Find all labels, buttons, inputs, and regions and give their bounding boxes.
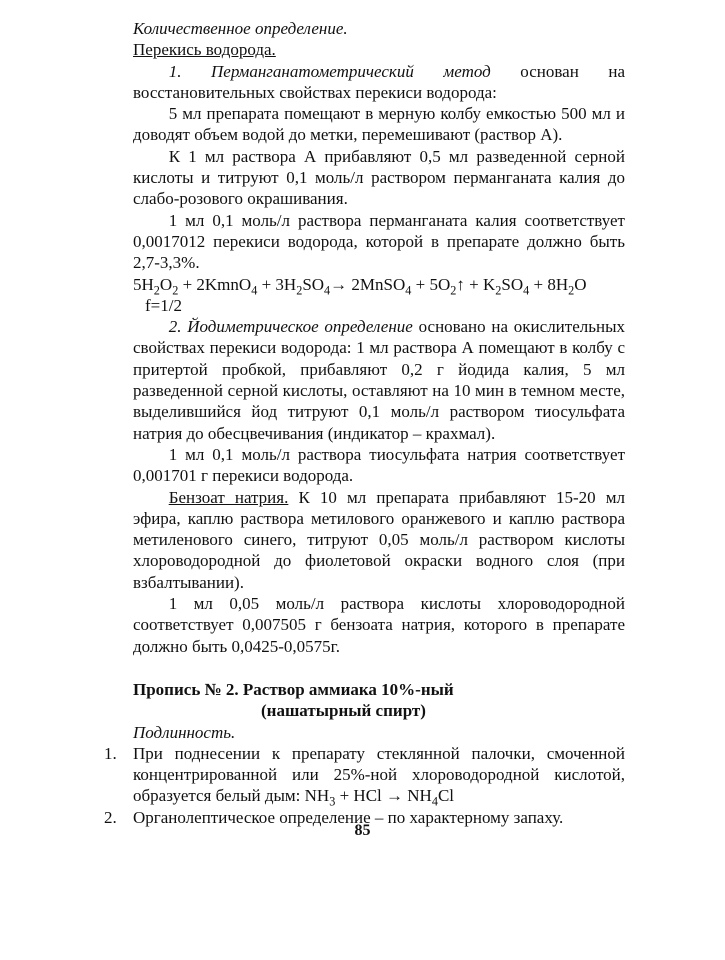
reaction-equation-1: $5H_2O_2$ + 2KmnO$_4$ + $3H_2SO_4\to$ 2MnSO$_4$ + $5O_2↑ + K_2SO_4 + 8H_2O$ [133,274,587,297]
paragraph-sodium-benzoate [133,487,625,593]
section-heading-identity: Подлинность. [133,722,236,742]
method-description: основан на восстановительных свойствах перекиси водорода: [133,61,625,102]
recipe-title [133,679,625,722]
section-heading-quantitative: Количественное определение. [133,19,348,38]
paragraph-titration: К 1 мл раствора А прибавляют 0,5 мл разведенной серной кислоты и титруют 0,1 моль/л раствором перманганата калия до слабо-розового окрашивания. [133,146,625,209]
page-text [104,18,626,828]
page-number: 85 [354,822,371,839]
method-name: 1. Перманганатометрический метод [168,61,491,81]
equivalence-factor: f=1/2 [145,295,182,315]
benzoate-description: К 10 мл препарата прибавляют 15-20 мл эфира, каплю раствора метилового оранжевого и каплю раствора метиленового синего, титруют 0,05 моль/л раствором кислоты хлороводородной до фиолетовой окраски водного слоя (при взбалтывании). [133,487,625,592]
identity-tests-list [104,743,625,828]
recipe-title-line-2: (нашатырный спирт) [261,701,426,721]
paragraph-equivalent-3: 1 мл 0,05 моль/л раствора кислоты хлороводородной соответствует 0,007505 г бензоата натрия, которого в препарате должно быть 0,0425-0,0575г. [133,594,625,656]
paragraph-equivalent-2: 1 мл 0,1 моль/л раствора тиосульфата натрия соответствует 0,001701 г перекиси водорода. [133,444,625,486]
recipe-title-line-1: Пропись № 2. Раствор аммиака 10%-ный [133,679,454,699]
list-number: 2. [104,807,117,827]
method-name-2: 2. Йодиметрическое определение [168,317,413,337]
subheading-hydrogen-peroxide: Перекись водорода. [133,40,276,60]
paragraph-iodimetry [133,316,625,444]
paragraph-equivalent-1: 1 мл 0,1 моль/л раствора перманганата калия соответствует 0,0017012 перекиси водорода, которой в препарате должно быть 2,7-3,3%. [133,210,625,273]
paragraph-solution-a: 5 мл препарата помещают в мерную колбу емкостью 500 мл и доводят объем водой до метки, перемешивают (раствор А). [133,104,625,145]
arrow-symbol: → [330,274,348,294]
method-description-2: основано на окислительных свойствах перекиси водорода: 1 мл раствора А помещают в колбу с притертой пробкой, прибавляют 0,2 г йодида калия, 5 мл разведенной серной кислоты, оставляют на 10 мин в темном месте, выделившийся йод титруют 0,1 моль/л раствором тиосульфата натрия до обесцвечивания (индикатор – крахмал). [133,317,626,443]
list-item: 2. Органолептическое определение – по характерному запаху. [104,807,564,827]
list-item: 1. При поднесении к препарату стеклянной палочки, смоченной концентрированной или 25%-ной хлороводородной кислотой, образуется белый дым: $NH_3$ + HCl → $NH_4Cl$ [104,743,625,809]
list-number: 1. [104,743,117,763]
paragraph-permanganatometry [133,61,625,104]
subheading-sodium-benzoate: Бензоат натрия. [168,487,289,507]
spacer [133,657,625,679]
